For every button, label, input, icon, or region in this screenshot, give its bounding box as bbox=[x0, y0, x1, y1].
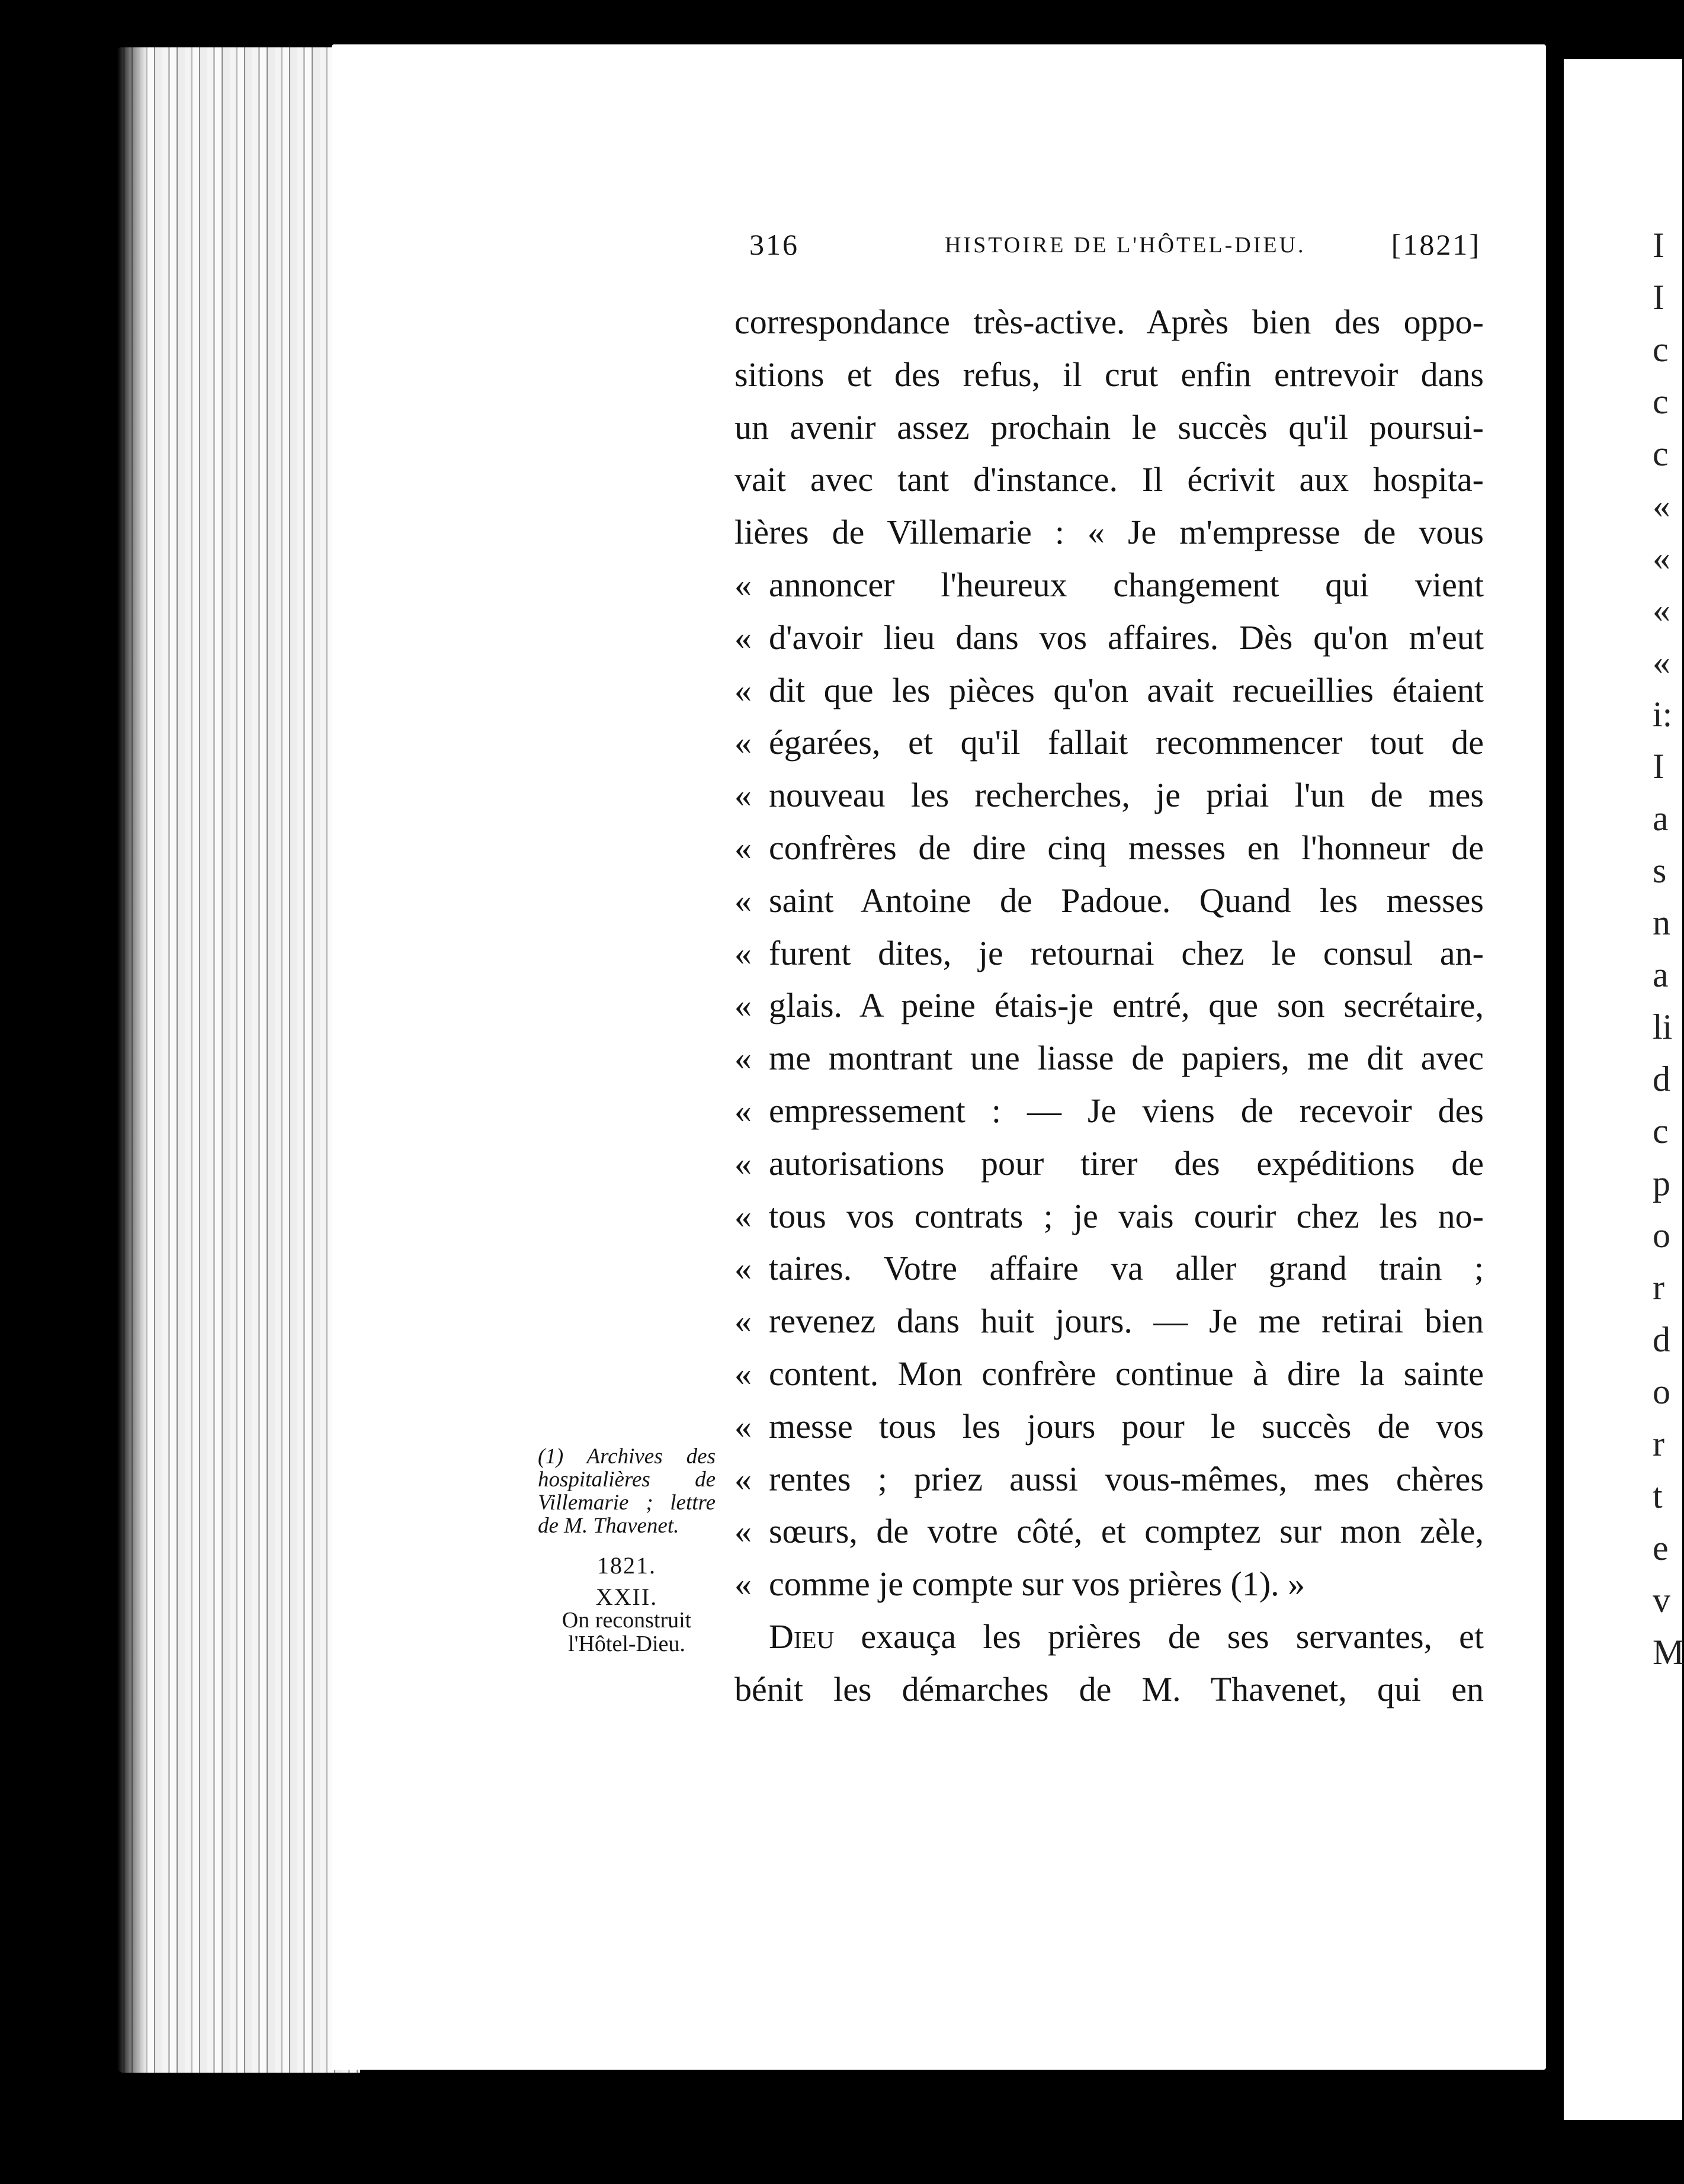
facing-page-letter: c bbox=[1653, 1112, 1669, 1151]
facing-page-letter: d bbox=[1653, 1059, 1670, 1099]
quoted-line: « rentes ; priez aussi vous-mêmes, mes chères bbox=[734, 1453, 1484, 1506]
facing-page-letter: li bbox=[1653, 1007, 1673, 1046]
margin-notes bbox=[538, 1445, 716, 1656]
text-line: bénit les démarches de M. Thavenet, qui en bbox=[734, 1669, 1484, 1708]
quoted-line: « confrères de dire cinq messes en l'honneur de bbox=[734, 822, 1484, 875]
facing-page-letter: r bbox=[1653, 1268, 1664, 1307]
facing-page-letter: I bbox=[1653, 278, 1664, 317]
quoted-line: « furent dites, je retournai chez le consul an- bbox=[734, 927, 1484, 980]
quoted-line: « saint Antoine de Padoue. Quand les messes bbox=[734, 875, 1484, 927]
quoted-line: « taires. Votre affaire va aller grand train ; bbox=[734, 1242, 1484, 1295]
running-header bbox=[749, 225, 1481, 266]
facing-page-letter: p bbox=[1653, 1164, 1670, 1203]
text-line: correspondance très-active. Après bien des oppo- bbox=[734, 303, 1484, 341]
section-number: XXII. bbox=[595, 1584, 658, 1610]
facing-page-letter: c bbox=[1653, 434, 1669, 473]
body-text bbox=[734, 296, 1484, 1716]
facing-page-letters bbox=[1653, 219, 1684, 1678]
paragraph-first-line bbox=[734, 1611, 1484, 1663]
facing-page-letter: I bbox=[1653, 747, 1664, 786]
facing-page-letter: c bbox=[1653, 382, 1669, 421]
facing-page-letter: i: bbox=[1653, 695, 1673, 734]
quoted-line: « revenez dans huit jours. — Je me retirai bien bbox=[734, 1295, 1484, 1348]
facing-page-letter: « bbox=[1653, 486, 1670, 525]
facing-page-letter: r bbox=[1653, 1424, 1664, 1463]
facing-page-letter: o bbox=[1653, 1372, 1670, 1411]
quoted-line: « sœurs, de votre côté, et comptez sur mon zèle, bbox=[734, 1505, 1484, 1558]
facing-page-letter: o bbox=[1653, 1216, 1670, 1255]
text-line: lières de Villemarie : « Je m'empresse de vous bbox=[734, 513, 1484, 552]
facing-page-letter: s bbox=[1653, 851, 1667, 890]
header-year: [1821] bbox=[1391, 228, 1481, 261]
quoted-line: « glais. A peine étais-je entré, que son secrétaire, bbox=[734, 979, 1484, 1032]
book-gutter bbox=[1546, 59, 1564, 2073]
section-subject: On reconstruit bbox=[562, 1608, 692, 1633]
stacked-page-edges bbox=[117, 47, 360, 2073]
footnote: (1) Archives des hospitalières de Villemarie ; lettre de M. Thavenet. bbox=[538, 1444, 716, 1538]
facing-page-letter: « bbox=[1653, 590, 1670, 629]
margin-year: 1821. bbox=[597, 1552, 656, 1579]
facing-page-letter: « bbox=[1653, 538, 1670, 577]
facing-page-letter: a bbox=[1653, 799, 1669, 838]
text-line: un avenir assez prochain le succès qu'il poursui- bbox=[734, 407, 1484, 447]
page-number: 316 bbox=[749, 228, 799, 261]
quoted-line: « empressement : — Je viens de recevoir des bbox=[734, 1085, 1484, 1138]
facing-page-letter: n bbox=[1653, 903, 1670, 942]
quoted-line: « dit que les pièces qu'on avait recueillies étaient bbox=[734, 664, 1484, 717]
facing-page-letter: t bbox=[1653, 1476, 1663, 1515]
quoted-line: « messe tous les jours pour le succès de vos bbox=[734, 1401, 1484, 1453]
text-line: vait avec tant d'instance. Il écrivit aux hospita- bbox=[734, 460, 1484, 499]
quoted-line: « d'avoir lieu dans vos affaires. Dès qu'on m'eut bbox=[734, 612, 1484, 664]
facing-page-letter: v bbox=[1653, 1581, 1670, 1620]
quoted-line: « annoncer l'heureux changement qui vient bbox=[734, 559, 1484, 612]
facing-page-letter: I bbox=[1653, 226, 1664, 265]
facing-page-letter: « bbox=[1653, 643, 1670, 682]
section-subject: l'Hôtel-Dieu. bbox=[568, 1631, 685, 1656]
quoted-line: « content. Mon confrère continue à dire la sainte bbox=[734, 1348, 1484, 1401]
facing-page-letter: M bbox=[1653, 1633, 1684, 1672]
facing-page-letter: d bbox=[1653, 1320, 1670, 1359]
small-caps-word: Dieu bbox=[769, 1617, 835, 1656]
paragraph-line-text: exauça les prières de ses servantes, et bbox=[861, 1617, 1484, 1656]
quoted-line: « égarées, et qu'il fallait recommencer tout de bbox=[734, 717, 1484, 769]
text-line: sitions et des refus, il crut enfin entrevoir dans bbox=[734, 355, 1484, 394]
quoted-line: « comme je compte sur vos prières (1). » bbox=[734, 1558, 1484, 1611]
facing-page-letter: c bbox=[1653, 330, 1669, 369]
facing-page-letter: e bbox=[1653, 1528, 1669, 1568]
facing-page-letter: a bbox=[1653, 955, 1669, 994]
quoted-line: « autorisations pour tirer des expéditions de bbox=[734, 1138, 1484, 1190]
running-title: HISTOIRE DE L'HÔTEL-DIEU. bbox=[945, 233, 1306, 258]
quoted-line: « tous vos contrats ; je vais courir chez les no- bbox=[734, 1190, 1484, 1243]
quoted-line: « me montrant une liasse de papiers, me dit avec bbox=[734, 1032, 1484, 1085]
quoted-line: « nouveau les recherches, je priai l'un de mes bbox=[734, 769, 1484, 822]
